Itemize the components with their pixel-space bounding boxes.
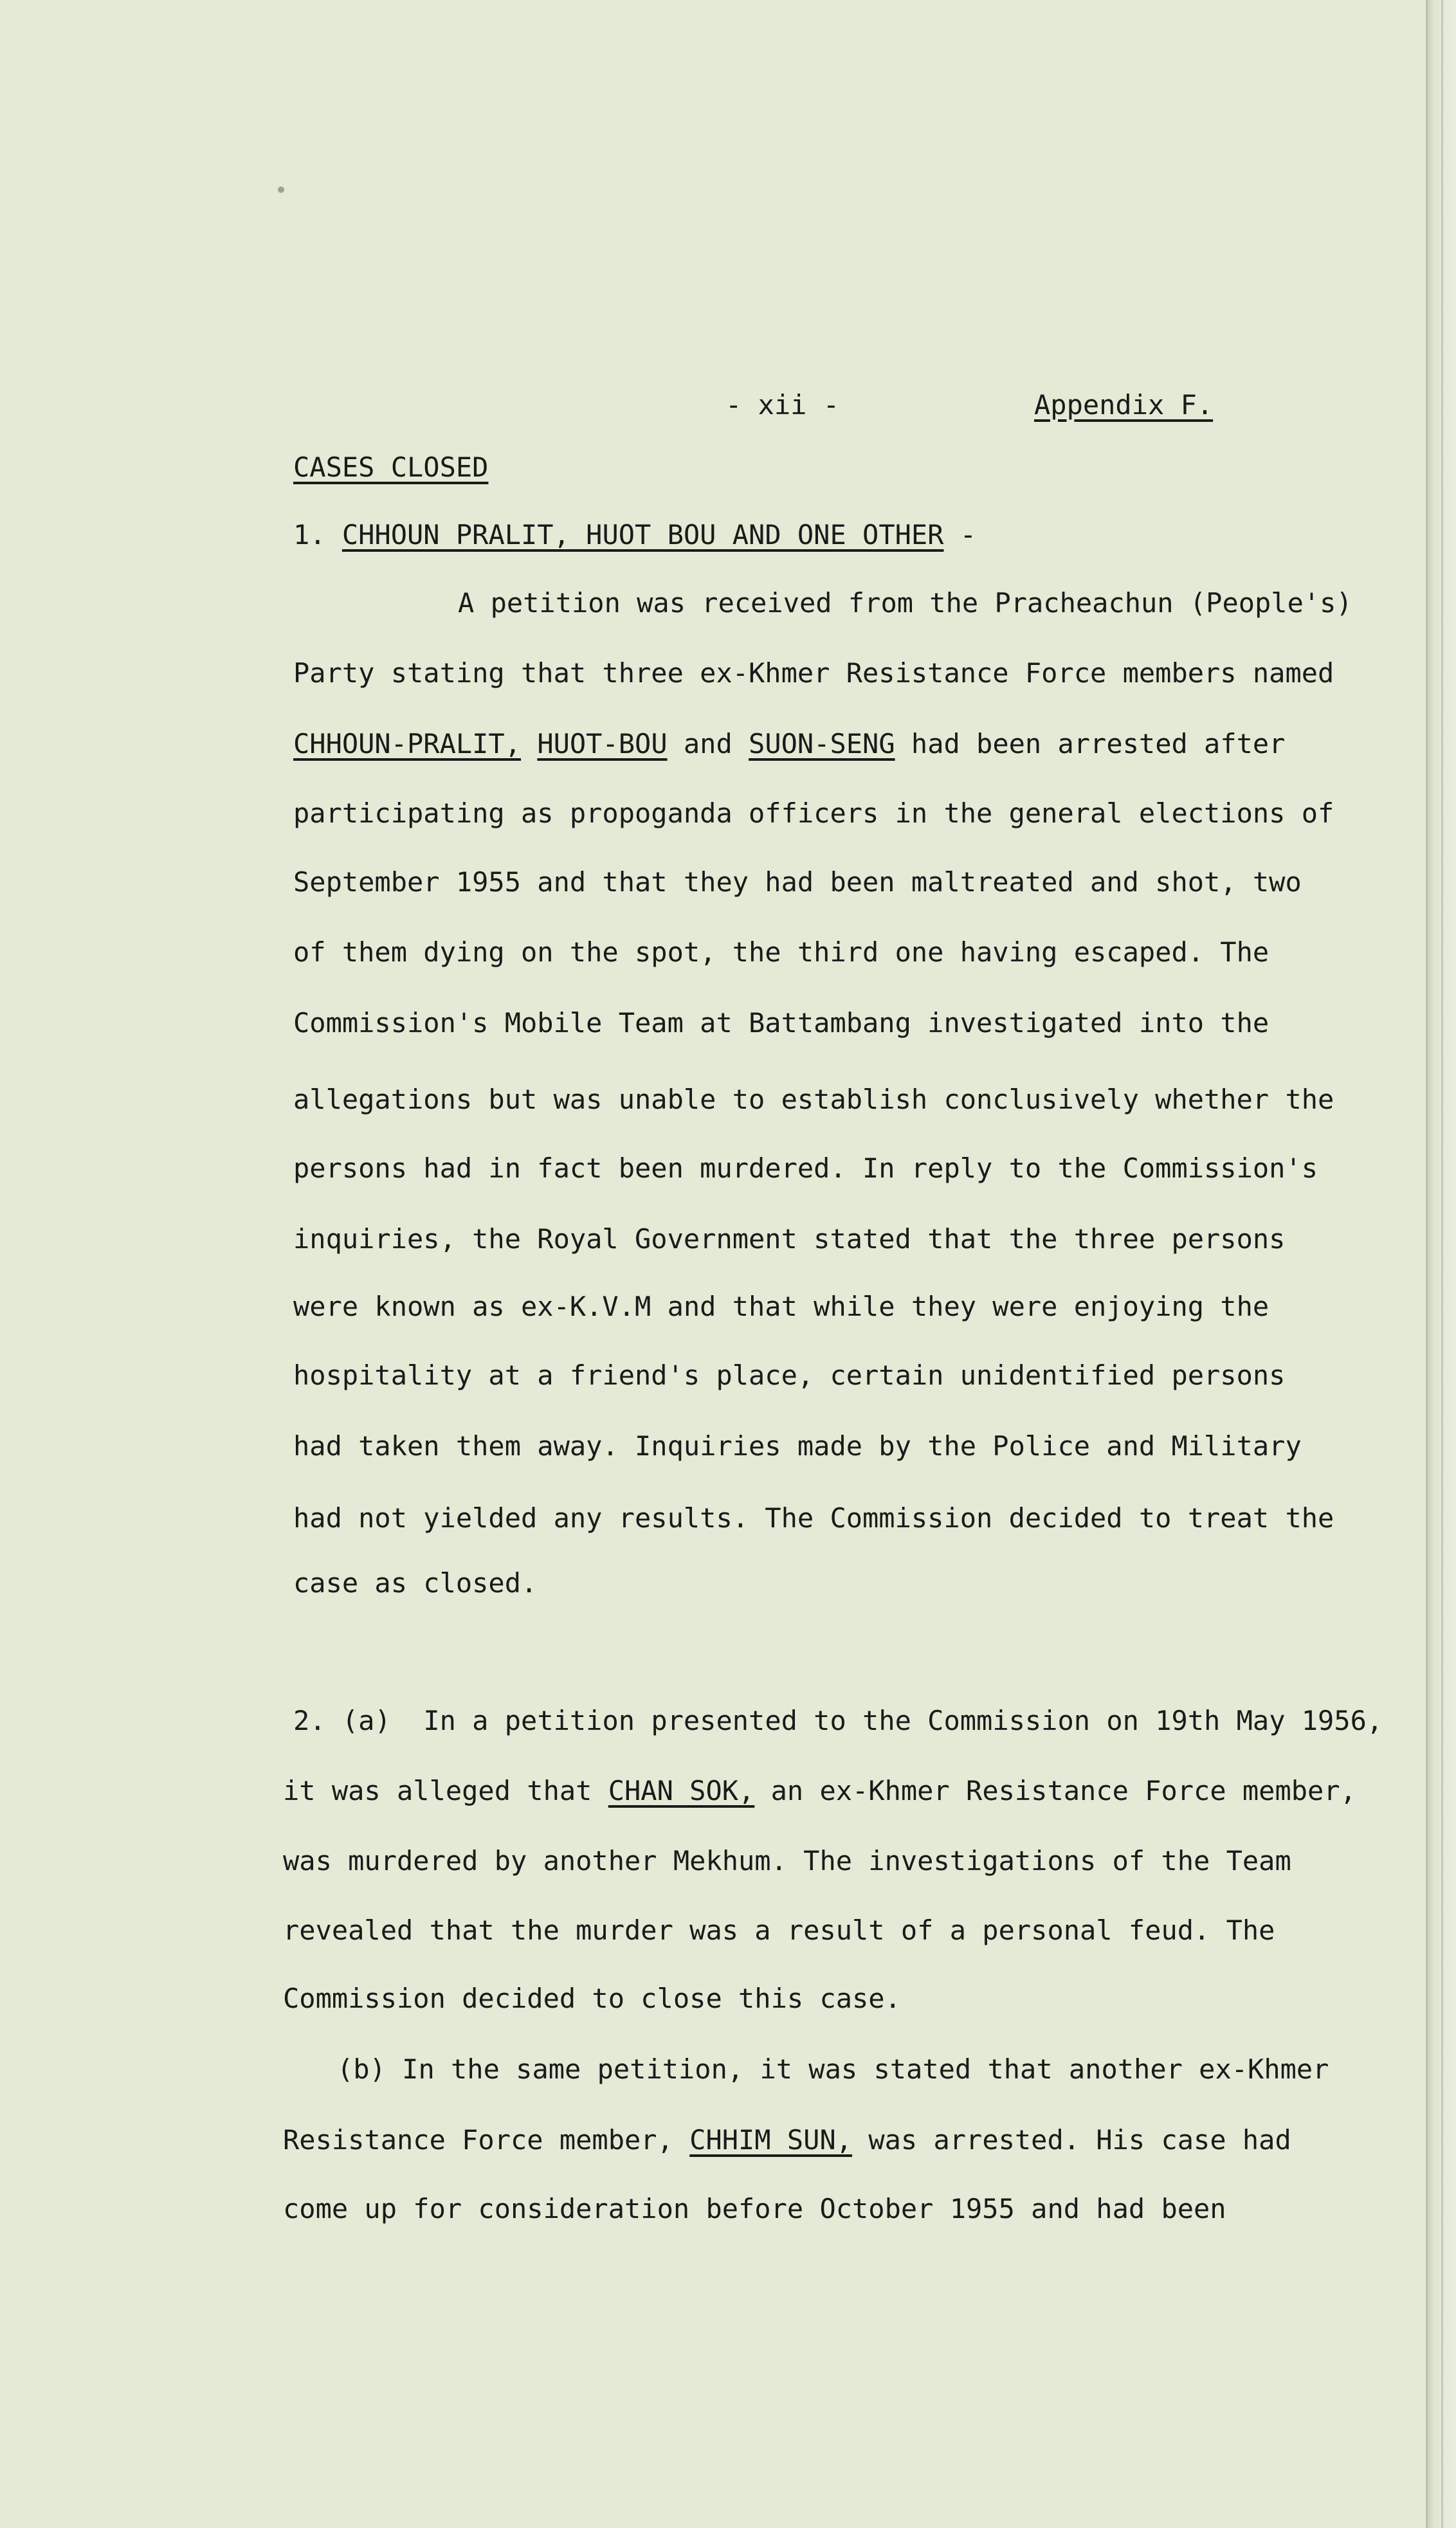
case-2b-name-line: Resistance Force member, CHHIM SUN, was arrested. His case had: [283, 2124, 1291, 2156]
case-1-title-suffix: -: [943, 519, 977, 550]
case-2a-label: (a): [341, 1705, 391, 1736]
person-name: CHHIM SUN,: [689, 2124, 853, 2156]
page-edge-line: [1441, 0, 1443, 2528]
case-2a-line: Commission decided to close this case.: [283, 1983, 901, 2014]
case-1-line: allegations but was unable to establish conclusively whether the: [293, 1084, 1334, 1115]
case-1-line: A petition was received from the Pracheachun (People's): [458, 587, 1352, 619]
person-name: SUON-SENG: [749, 728, 895, 759]
paper-speck: [278, 186, 284, 193]
case-1-line: persons had in fact been murdered. In reply to the Commission's: [293, 1152, 1318, 1184]
case-1-number: 1.: [293, 519, 326, 550]
appendix-label: Appendix F.: [1034, 389, 1214, 421]
case-1-line: had not yielded any results. The Commission decided to treat the: [293, 1502, 1334, 1534]
case-1-line: Commission's Mobile Team at Battambang investigated into the: [293, 1007, 1269, 1039]
case-2a-line: was murdered by another Mekhum. The investigations of the Team: [283, 1845, 1291, 1877]
case-1-line: case as closed.: [293, 1567, 538, 1599]
case-2b-label: (b): [337, 2053, 386, 2085]
case-1-title: CHHOUN PRALIT, HUOT BOU AND ONE OTHER: [341, 519, 944, 550]
person-name: CHHOUN-PRALIT,: [293, 728, 522, 759]
section-title: CASES CLOSED: [293, 451, 489, 483]
case-2-number: 2.: [293, 1705, 326, 1736]
case-1-line: hospitality at a friend's place, certain unidentified persons: [293, 1359, 1286, 1391]
case-1-line: September 1955 and that they had been maltreated and shot, two: [293, 866, 1302, 898]
person-name: HUOT-BOU: [537, 728, 668, 759]
case-1-line: Party stating that three ex-Khmer Resistance Force members named: [293, 657, 1334, 689]
person-name: CHAN SOK,: [608, 1775, 755, 1806]
case-2a-first-line: 2. (a) In a petition presented to the Commission on 19th May 1956,: [293, 1705, 1383, 1736]
page-number: - xii -: [725, 389, 840, 421]
case-1-line: had taken them away. Inquiries made by the Police and Military: [293, 1430, 1302, 1462]
case-1-line: of them dying on the spot, the third one having escaped. The: [293, 936, 1269, 968]
case-2b-line: come up for consideration before October 1955 and had been: [283, 2193, 1226, 2224]
case-1-line: participating as propoganda officers in the general elections of: [293, 797, 1334, 829]
case-2a-name-line: it was alleged that CHAN SOK, an ex-Khmer Resistance Force member,: [283, 1775, 1356, 1806]
case-1-heading: [293, 519, 976, 551]
case-1-line: were known as ex-K.V.M and that while they were enjoying the: [293, 1291, 1269, 1322]
case-1-names-line: CHHOUN-PRALIT, HUOT-BOU and SUON-SENG had been arrested after: [293, 728, 1286, 759]
case-1-line: inquiries, the Royal Government stated that the three persons: [293, 1223, 1286, 1255]
case-2b-first-line: (b) In the same petition, it was stated that another ex-Khmer: [337, 2053, 1329, 2085]
case-2a-line: revealed that the murder was a result of a personal feud. The: [283, 1914, 1275, 1946]
